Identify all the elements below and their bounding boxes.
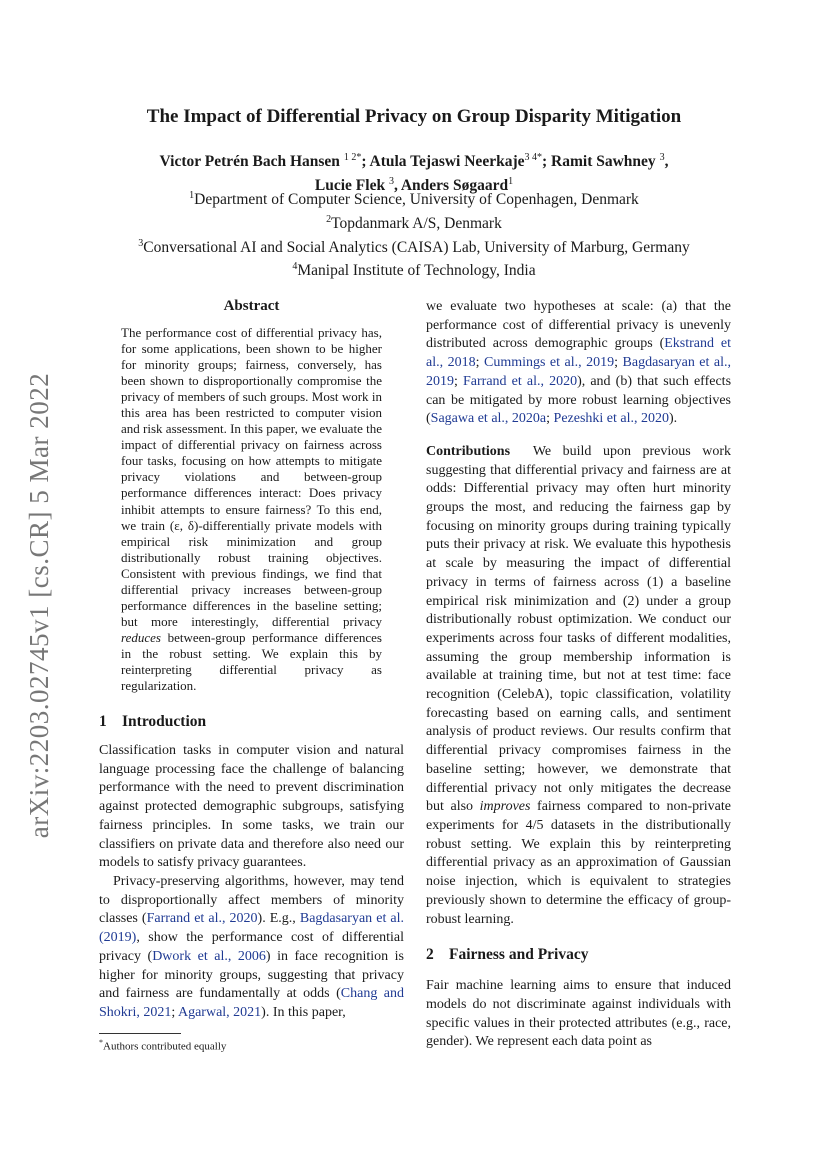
author-line-1: Victor Petrén Bach Hansen $^{1 2*}$; Atula Tejaswi Neerkaje$^{3 4*}$; Ramit Sawhney $^3$, <box>159 152 669 171</box>
abstract-heading: Abstract <box>223 298 280 314</box>
author-affil-marker: 3 <box>388 176 394 188</box>
section-heading-fairness-privacy: 2 Fairness and Privacy <box>426 946 589 964</box>
citation-link[interactable]: Ekstrand et al., 2018 <box>426 336 731 371</box>
arxiv-identifier: arXiv:2203.02745v1 [cs.CR] 5 Mar 2022 <box>24 372 55 838</box>
fairness-paragraph: Fair machine learning aims to ensure that induced models do not discriminate against individuals with specific values in their protected attributes (e.g., race, gender). We represent each data point as <box>426 978 731 1050</box>
citation-link[interactable]: Bagdasaryan et al., 2019 <box>426 355 732 389</box>
citation-link[interactable]: Farrand et al., 2020 <box>463 373 578 389</box>
affiliation: $^1$Department of Computer Science, University of Copenhagen, Denmark <box>189 190 639 209</box>
section-heading-introduction: 1 Introduction <box>99 713 207 731</box>
author-line-2: Lucie Flek $^3$, Anders Søgaard$^1$ <box>314 176 514 195</box>
citation-link[interactable]: Dwork et al., 2006 <box>152 948 266 964</box>
author-name: Anders Søgaard <box>400 177 509 195</box>
author-name: Victor Petrén Bach Hansen <box>159 153 340 171</box>
author-name: Lucie Flek <box>314 177 386 195</box>
citation-link[interactable]: Farrand et al., 2020 <box>146 911 258 927</box>
author-name: Ramit Sawhney <box>551 153 656 171</box>
abstract-body: The performance cost of differential privacy has, for some applications, been shown to be higher for minority groups; fairness, conversely, has been shown to disproportionally compromise the privacy of members of such groups. Most work in this area has been restricted to computer vision and risk assessment. In this paper, we evaluate the impact of differential privacy on fairness across four tasks, focusing on how attempts to mitigate privacy violations and between-group performance differences interact: Does privacy inhibit attempts to ensure fairness? To this end, we train (ε, δ)-differentially private models with empirical risk minimization and group distributionally robust training objectives. Consistent with previous findings, we find that differential privacy increases between-group performance differences in the baseline setting; but more interestingly, differential privacy reduces between-group performance differences in the robust setting. We explain this by reinterpreting differential privacy as regularization. <box>121 325 382 694</box>
author-affil-marker: 3 4* <box>524 152 542 163</box>
affiliation-list <box>0 186 828 281</box>
contributions-heading: Contributions <box>426 443 511 459</box>
left-column <box>99 298 404 1052</box>
citation-link[interactable]: Pezeshki et al., 2020 <box>553 411 670 427</box>
author-affil-marker: 1 <box>508 176 514 188</box>
arxiv-stamp <box>20 365 60 845</box>
affiliation: $^2$Topdanmark A/S, Denmark <box>326 213 502 232</box>
citation-link[interactable]: Cummings et al., 2019 <box>483 355 615 371</box>
right-column <box>426 298 735 1052</box>
intro-paragraph-1: Classification tasks in computer vision and natural language processing face the challenge of balancing performance with the need to prevent discrimination against protected demographic subgroups, satisfying fairness principles. In some tasks, we train our classifiers on private data and therefore also need our models to satisfy privacy guarantees. <box>99 743 404 871</box>
author-affil-marker: 1 2* <box>343 152 362 163</box>
hypotheses-paragraph: we evaluate two hypotheses at scale: (a) that the performance cost of differential privacy is unevenly distributed across demographic groups (Ekstrand et al., 2018; Cummings et al., 2019; Bagdasaryan et al., 2019; Farrand et al., 2020), and (b) that such effects can be mitigated by more robust learning objectives (Sagawa et al., 2020a; Pezeshki et al., 2020). <box>426 299 732 427</box>
intro-paragraph-2: Privacy-preserving algorithms, however, may tend to disproportionally affect members of minority classes (Farrand et al., 2020). E.g., Bagdasaryan et al. (2019), show the performance cost of differential privacy (Dwork et al., 2006) in face recognition is higher for minority groups, suggesting that privacy and fairness are fundamentally at odds (Chang and Shokri, 2021; Agarwal, 2021). In this paper, <box>99 874 405 1020</box>
citation-link[interactable]: Chang and Shokri, 2021 <box>99 986 405 1020</box>
author-affil-marker: 3 <box>659 152 665 163</box>
paper-title: The Impact of Differential Privacy on Group Disparity Mitigation <box>146 106 682 127</box>
affiliation: $^4$Manipal Institute of Technology, India <box>292 261 536 280</box>
citation-link[interactable]: Agarwal, 2021 <box>177 1004 262 1020</box>
author-name: Atula Tejaswi Neerkaje <box>369 153 525 171</box>
citation-link[interactable]: Sagawa et al., 2020a <box>430 411 547 427</box>
footnote: *Authors contributed equally <box>99 1037 227 1053</box>
footnote-rule <box>99 1033 181 1034</box>
affiliation: $^3$Conversational AI and Social Analytics (CAISA) Lab, University of Marburg, Germany <box>138 237 690 256</box>
citation-link[interactable]: Bagdasaryan et al. (2019) <box>99 911 405 946</box>
contributions-paragraph: Contributions We build upon previous work suggesting that differential privacy and fairness are at odds: Differential privacy may often hurt minority groups the most, and reducing the fairness gap by focusing on minority groups during training typically puts their privacy at risk. We evaluate this hypothesis at scale by measuring the impact of differential privacy in terms of fairness across (1) a baseline empirical risk minimization and (2) under a group distributionally robust optimization. We conduct our experiments across four tasks of different modalities, assuming the group membership information is available at training time, but not at test time: face recognition (CelebA), topic classification, volatility forecasting based on earning calls, and sentiment analysis of product reviews. Our results confirm that differential privacy compromises fairness in the baseline setting; however, we demonstrate that differential privacy not only mitigates the decrease but also improves fairness compared to non-private experiments for 4/5 datasets in the distributionally robust setting. We explain this by reinterpreting differential privacy as an approximation of Gaussian noise injection, which is equivalent to strategies previously shown to determine the efficacy of group-robust learning. <box>426 443 735 927</box>
